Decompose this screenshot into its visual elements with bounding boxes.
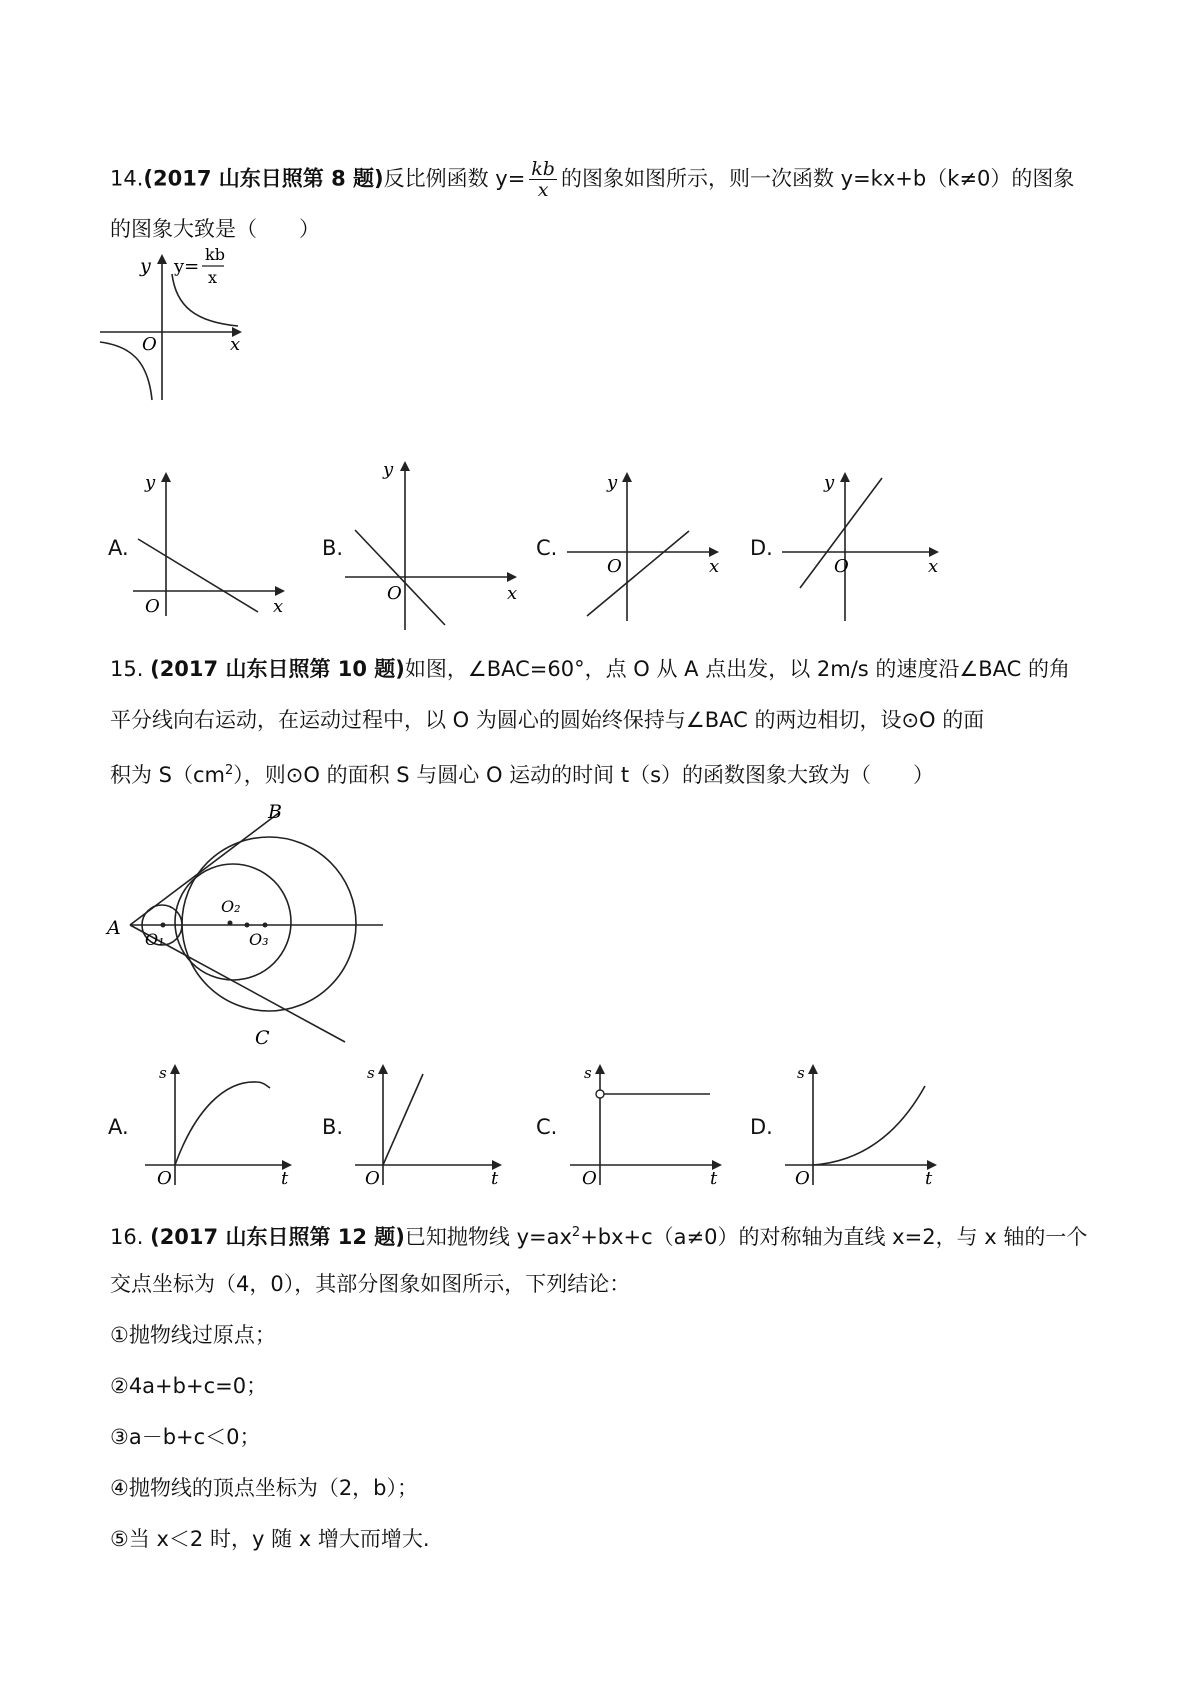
- q16-line2: 交点坐标为（4，0），其部分图象如图所示，下列结论：: [110, 1272, 631, 1296]
- q15-line3-sup: 2: [225, 763, 234, 778]
- q15-option-b-graph[interactable]: [355, 1060, 505, 1190]
- q14-option-d-o: O: [834, 556, 849, 577]
- q14-frac-num: kb: [531, 158, 555, 180]
- q15-option-c-o: O: [582, 1168, 597, 1189]
- q16-number: 16.: [110, 1225, 144, 1249]
- q15-source: (2017 山东日照第 10 题): [150, 657, 405, 681]
- q15-line3-b: ），则⊙O 的面积 S 与圆心 O 运动的时间 t（s）的函数图象大致为（ ）: [233, 763, 935, 787]
- q15-option-b-t: t: [491, 1168, 499, 1189]
- q14-option-c-graph[interactable]: [567, 466, 722, 621]
- q16-item-3: ③a－b+c＜0；: [110, 1425, 261, 1449]
- q14-line2: 的图象大致是（ ）: [110, 217, 320, 241]
- q14-option-d-x: x: [928, 556, 939, 577]
- q14-number: 14.: [110, 166, 144, 191]
- q14-line1: [110, 159, 1074, 200]
- q14-option-b-x: x: [507, 583, 518, 604]
- q16-item-2: ②4a+b+c=0；: [110, 1374, 268, 1398]
- q15-line3-a: 积为 S（cm: [110, 763, 226, 787]
- q15-label-o1: O₁: [145, 930, 165, 949]
- q15-option-a-s: s: [159, 1064, 167, 1082]
- q15-option-c-s: s: [584, 1064, 592, 1082]
- q15-option-d-t: t: [925, 1168, 933, 1189]
- q14-option-a-label[interactable]: A.: [108, 536, 129, 560]
- q14-option-c-o: O: [607, 556, 622, 577]
- q15-label-o3: O₃: [249, 930, 269, 949]
- q15-option-b-o: O: [365, 1168, 380, 1189]
- q16-item-5: ⑤当 x＜2 时，y 随 x 增大而增大.: [110, 1527, 430, 1551]
- q15-option-c-label[interactable]: C.: [536, 1115, 558, 1139]
- q15-label-b: B: [268, 801, 282, 823]
- q14-option-a-o: O: [145, 596, 160, 617]
- q14-option-a-x: x: [273, 596, 284, 617]
- q15-option-b-label[interactable]: B.: [322, 1115, 344, 1139]
- q14-option-d-graph[interactable]: [782, 466, 942, 621]
- q15-option-a-o: O: [157, 1168, 172, 1189]
- q14-option-b-y: y: [383, 459, 394, 480]
- q16-item-1: ①抛物线过原点；: [110, 1323, 276, 1347]
- q15-option-a-label[interactable]: A.: [108, 1115, 129, 1139]
- q15-option-c-t: t: [710, 1168, 718, 1189]
- q16-line1-b: +bx+c（a≠0）的对称轴为直线 x=2，与 x 轴的一个: [580, 1225, 1088, 1249]
- q14-text-b: 的图象如图所示，则一次函数 y=kx+b（k≠0）的图象: [560, 166, 1075, 191]
- q14-main-y-label: y: [140, 255, 151, 277]
- q14-option-a-y: y: [145, 472, 156, 493]
- q14-main-func-prefix: y=: [174, 256, 200, 277]
- q14-option-b-o: O: [387, 583, 402, 604]
- q14-fraction: [529, 159, 557, 200]
- q14-main-o-label: O: [142, 334, 157, 355]
- q15-option-d-label[interactable]: D.: [750, 1115, 773, 1139]
- q15-line3: [110, 756, 934, 790]
- q15-option-a-t: t: [281, 1168, 289, 1189]
- q15-number: 15.: [110, 657, 144, 681]
- q15-label-c: C: [255, 1027, 270, 1049]
- q15-line1: [110, 654, 1070, 684]
- q14-option-c-label[interactable]: C.: [536, 536, 558, 560]
- q15-option-d-o: O: [795, 1168, 810, 1189]
- q14-option-b-label[interactable]: B.: [322, 536, 344, 560]
- q15-option-a-graph[interactable]: [145, 1060, 295, 1190]
- q15-option-d-s: s: [797, 1064, 805, 1082]
- q14-option-b-graph[interactable]: [345, 455, 518, 630]
- q15-option-b-s: s: [367, 1064, 375, 1082]
- q16-source: (2017 山东日照第 12 题): [150, 1225, 405, 1249]
- q15-option-d-graph[interactable]: [785, 1060, 945, 1190]
- q16-line1-a: 已知抛物线 y=ax: [404, 1225, 572, 1249]
- q15-angle-figure: [105, 800, 385, 1050]
- q15-line2: 平分线向右运动，在运动过程中，以 O 为圆心的圆始终保持与∠BAC 的两边相切，设⊙O 的面: [110, 708, 985, 732]
- q14-source: (2017 山东日照第 8 题): [143, 166, 384, 191]
- q15-option-c-graph[interactable]: [570, 1060, 730, 1190]
- q14-text-a: 反比例函数 y=: [383, 166, 526, 191]
- q16-line1: [110, 1218, 1087, 1252]
- q15-line1-rest: 如图，∠BAC=60°，点 O 从 A 点出发，以 2m/s 的速度沿∠BAC 的角: [404, 657, 1070, 681]
- q14-main-x-label: x: [230, 334, 241, 355]
- q14-frac-den: x: [537, 179, 549, 201]
- q14-option-c-x: x: [709, 556, 720, 577]
- q16-line1-sup: 2: [571, 1225, 581, 1240]
- q14-option-a-graph[interactable]: [133, 466, 283, 616]
- q15-label-a: A: [107, 917, 121, 939]
- q15-label-o2: O₂: [221, 897, 241, 916]
- q14-main-func-num: kb: [205, 245, 225, 264]
- q14-option-d-label[interactable]: D.: [750, 536, 773, 560]
- q14-main-figure: [100, 245, 260, 400]
- q16-item-4: ④抛物线的顶点坐标为（2，b）；: [110, 1476, 419, 1500]
- q14-main-func-den: x: [208, 268, 218, 287]
- q14-option-d-y: y: [824, 472, 835, 493]
- q14-option-c-y: y: [607, 472, 618, 493]
